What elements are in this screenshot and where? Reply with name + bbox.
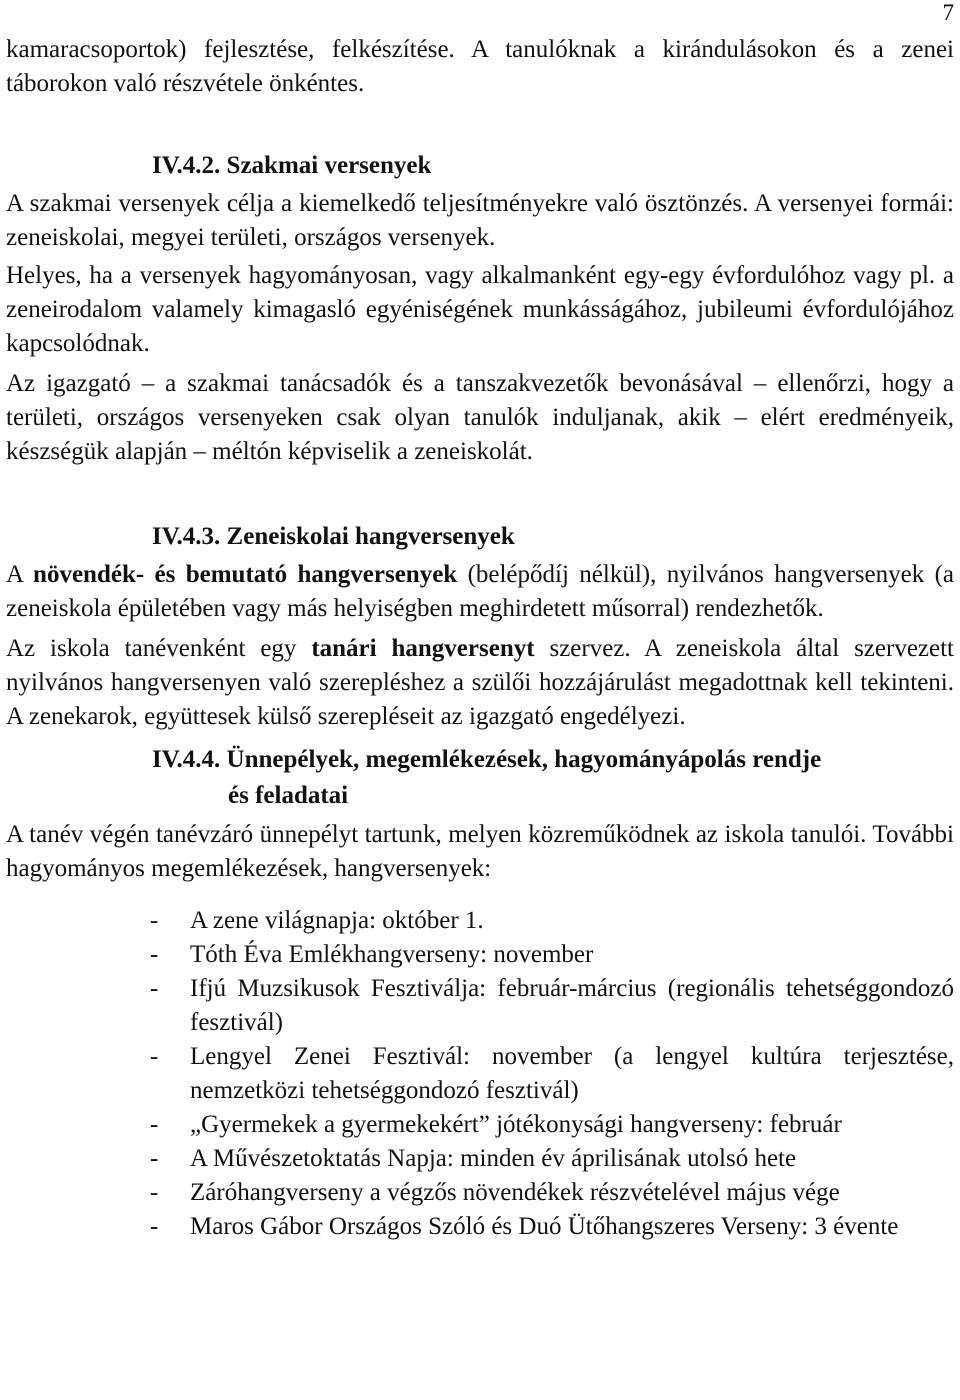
list-bullet: - — [150, 1179, 159, 1206]
document-body — [6, 33, 954, 1244]
list-item — [6, 1108, 954, 1142]
emphasis-student-concerts: növendék- és bemutató hangversenyek — [33, 561, 458, 588]
list-item-text: A zene világnapja: október 1. — [190, 907, 484, 934]
list-bullet: - — [150, 1111, 159, 1138]
page-number: 7 — [942, 0, 954, 25]
text-segment: (belépődíj nélkül), nyilvános hangversenyek (a zeneiskola épületében vagy más helyiségben meghirdetett műsorral) rendezhetők. — [6, 561, 954, 622]
section-heading-line-2: és feladatai — [228, 782, 349, 809]
list-item-text: A Művészetoktatás Napja: minden év áprilisának utolsó hete — [190, 1145, 797, 1172]
paragraph-student-concerts — [6, 558, 954, 626]
list-item-text: Lengyel Zenei Fesztivál: november (a lengyel kultúra terjesztése, nemzetközi tehetséggondozó fesztivál) — [190, 1043, 954, 1104]
list-item — [6, 972, 954, 1040]
list-bullet: - — [150, 907, 159, 934]
section-heading-4-4-4 — [6, 742, 954, 814]
list-item — [6, 1210, 954, 1244]
list-item — [6, 904, 954, 938]
paragraph-competitions-director: Az igazgató – a szakmai tanácsadók és a tanszakvezetők bevonásával – ellenőrzi, hogy a területi, országos versenyeken csak olyan tanulók induljanak, akik – elért eredményeik, készségük alapján – méltón képviselik a zeneiskolát. — [6, 370, 954, 465]
list-bullet: - — [150, 1213, 159, 1240]
list-bullet: - — [150, 941, 159, 968]
list-bullet: - — [150, 975, 159, 1002]
list-item — [6, 938, 954, 972]
text-segment: A — [6, 561, 34, 588]
section-heading-line-1: IV.4.4. Ünnepélyek, megemlékezések, hagyományápolás rendje — [152, 746, 822, 773]
text-segment: Az iskola tanévenként egy — [6, 635, 312, 662]
list-item-text: Maros Gábor Országos Szóló és Duó Ütőhangszeres Verseny: 3 évente — [190, 1213, 899, 1240]
list-bullet: - — [150, 1145, 159, 1172]
events-list — [6, 904, 954, 1244]
paragraph-ceremonies: A tanév végén tanévzáró ünnepélyt tartunk, melyen közreműködnek az iskola tanulói. További hagyományos megemlékezések, hangversenyek: — [6, 821, 954, 882]
list-item-text: Tóth Éva Emlékhangverseny: november — [190, 941, 594, 968]
list-item — [6, 1176, 954, 1210]
text-segment: szervez. A zeneiskola által szervezett nyilvános hangversenyen való szerepléshez a szülői hozzájárulást megadottnak kell tekinteni. A zenekarok, együttesek külső szerepléseit az igazgató engedélyezi. — [6, 635, 954, 730]
list-item — [6, 1142, 954, 1176]
list-item-text: Ifjú Muzsikusok Fesztiválja: február-március (regionális tehetséggondozó fesztivál) — [190, 975, 954, 1036]
section-heading-4-4-3: IV.4.3. Zeneiskolai hangversenyek — [152, 523, 515, 550]
emphasis-teacher-concert: tanári hangversenyt — [311, 635, 535, 662]
paragraph-competitions-tradition: Helyes, ha a versenyek hagyományosan, vagy alkalmanként egy-egy évfordulóhoz vagy pl. a zeneirodalom valamely kimagasló egyéniségének munkásságához, jubileumi évfordulójához kapcsolódnak. — [6, 262, 954, 357]
intro-paragraph: kamaracsoportok) fejlesztése, felkészítése. A tanulóknak a kirándulásokon és a zenei táborokon való részvétele önkéntes. — [6, 36, 954, 97]
list-item — [6, 1040, 954, 1108]
paragraph-teacher-concert — [6, 632, 954, 734]
list-item-text: Záróhangverseny a végzős növendékek részvételével május vége — [190, 1179, 840, 1206]
list-item-text: „Gyermekek a gyermekekért” jótékonysági hangverseny: február — [190, 1111, 842, 1138]
list-bullet: - — [150, 1043, 159, 1070]
paragraph-competitions-goal: A szakmai versenyek célja a kiemelkedő teljesítményekre való ösztönzés. A versenyei formái: zeneiskolai, megyei területi, országos versenyek. — [6, 190, 954, 251]
section-heading-4-4-2: IV.4.2. Szakmai versenyek — [152, 152, 432, 179]
